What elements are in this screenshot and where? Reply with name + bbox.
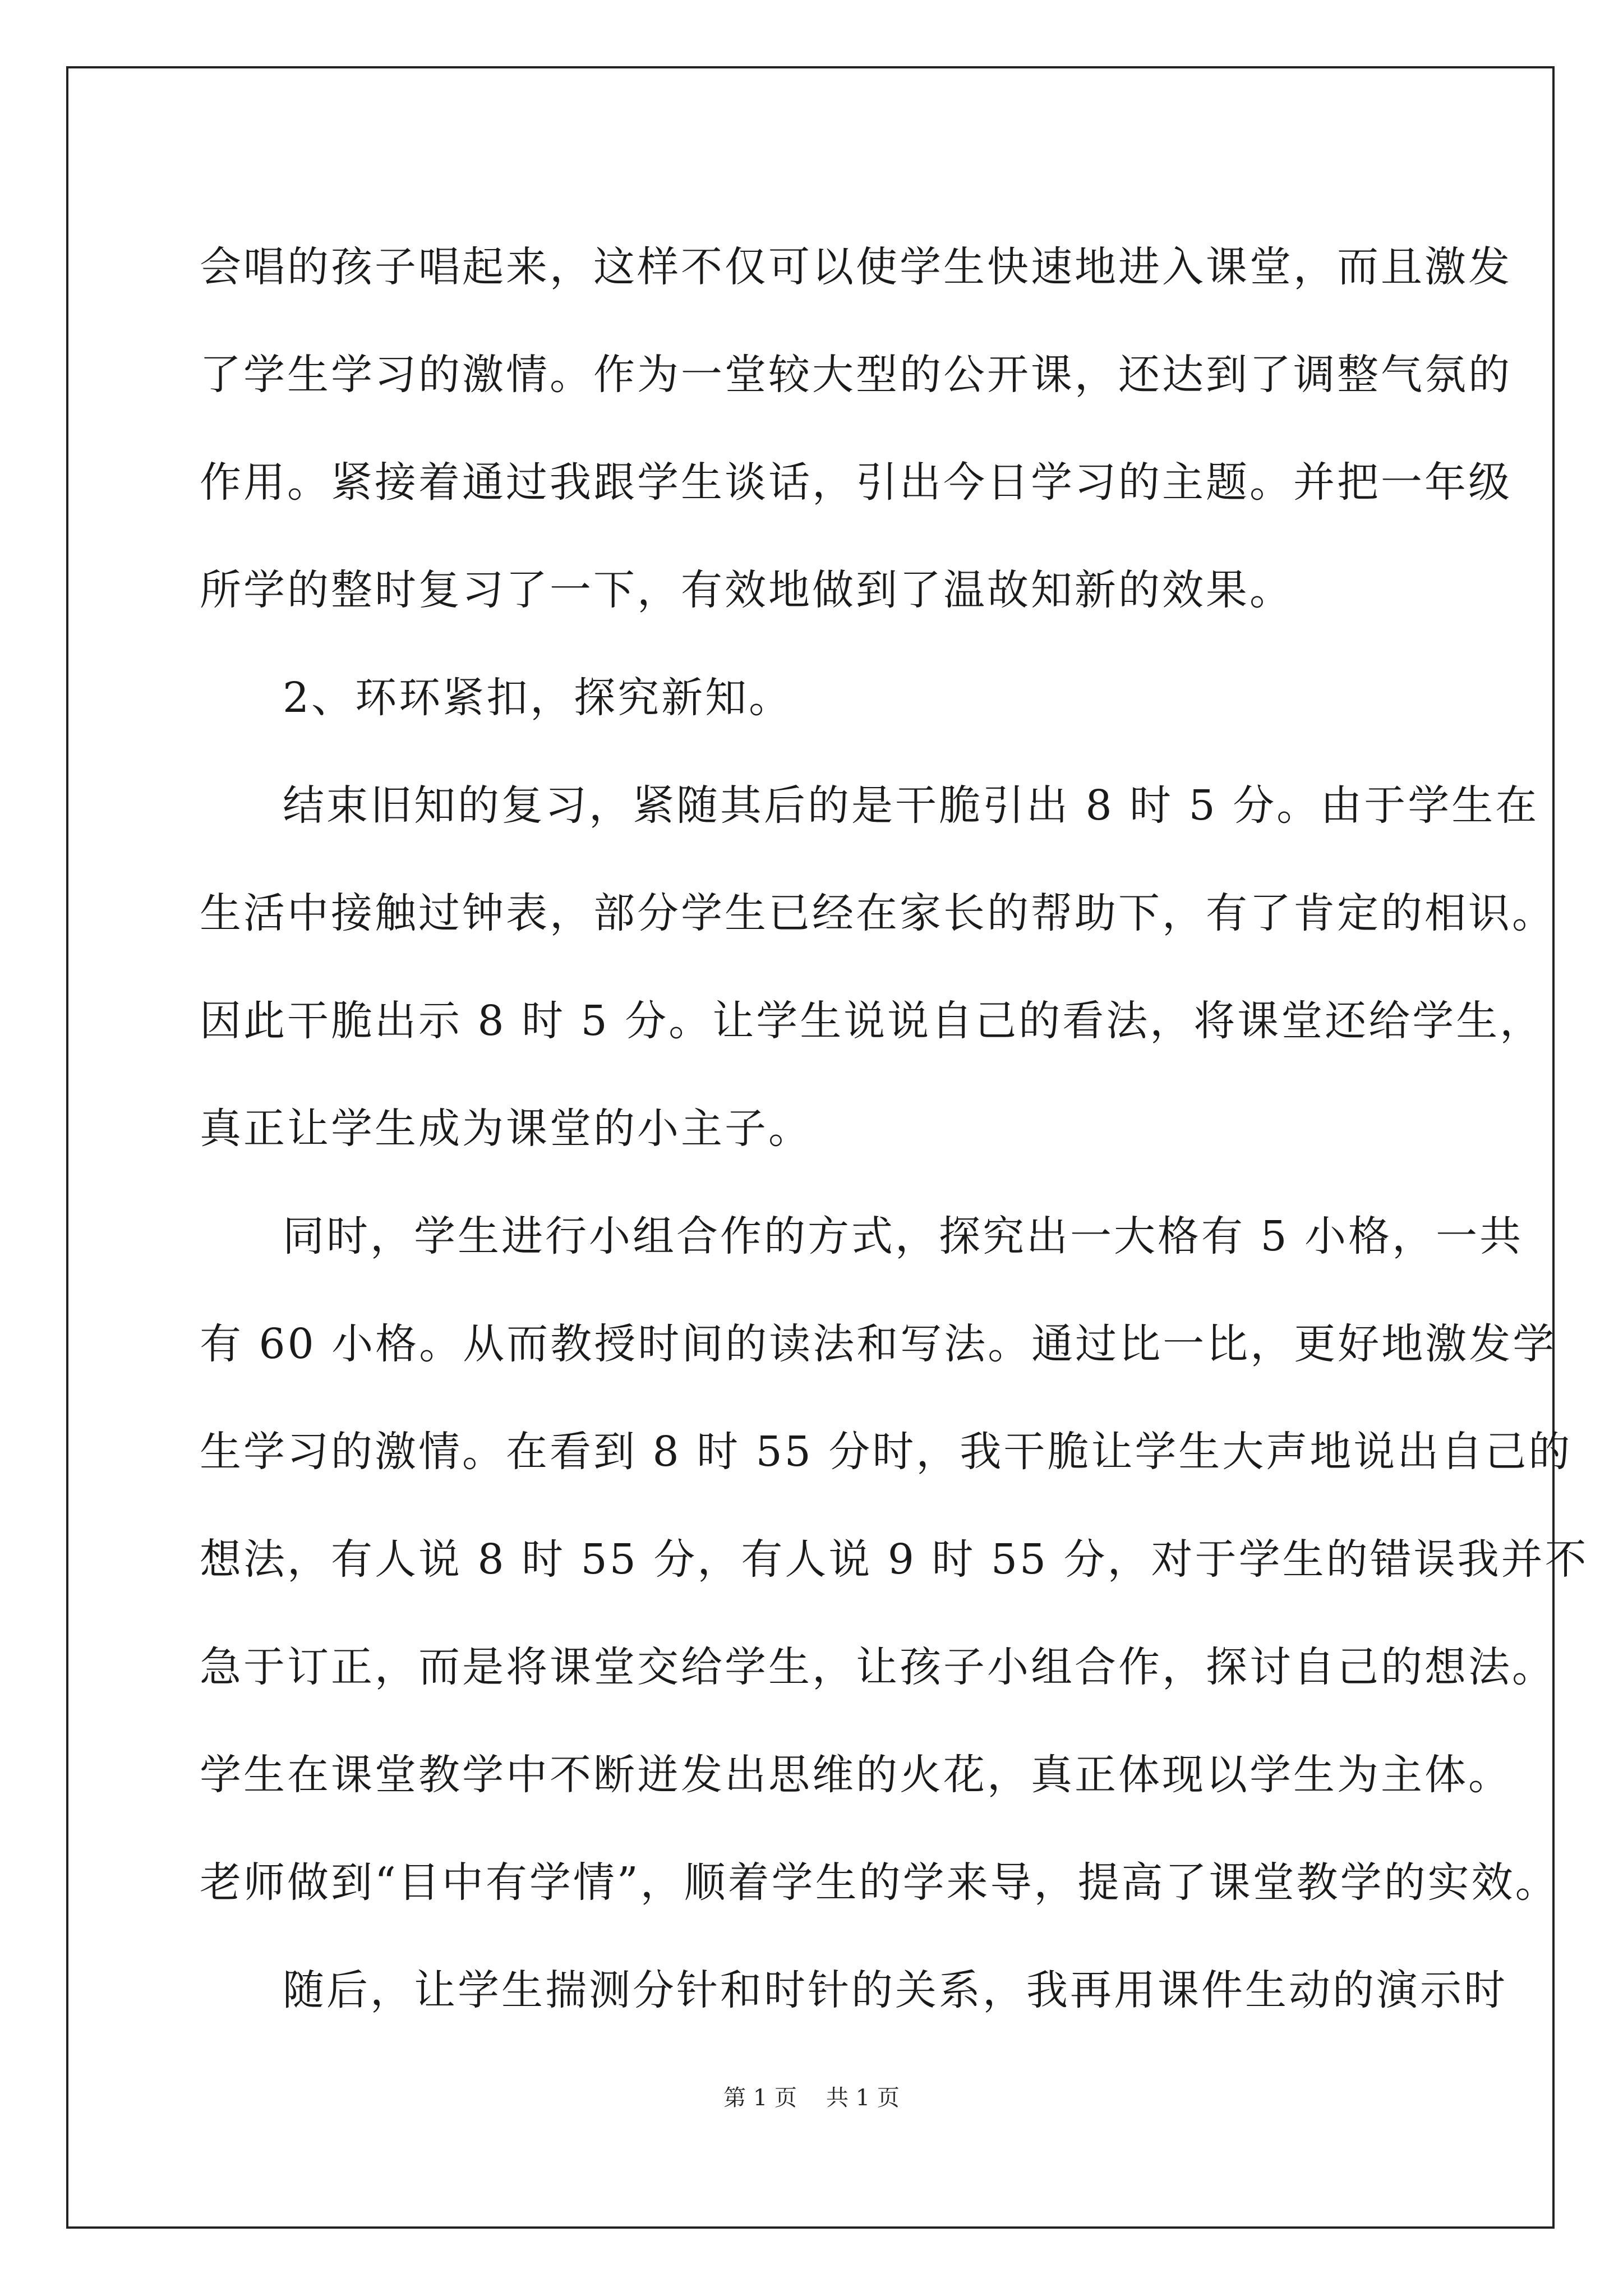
text-line: 有 60 小格。从而教授时间的读法和写法。通过比一比，更好地激发学 xyxy=(200,1320,1557,1368)
text-line: 老师做到“目中有学情”，顺着学生的学来导，提高了课堂教学的实效。 xyxy=(200,1858,1559,1907)
text-line: 结束旧知的复习，紧随其后的是干脆引出 8 时 5 分。由于学生在 xyxy=(283,781,1539,830)
text-line: 同时，学生进行小组合作的方式，探究出一大格有 5 小格，一共 xyxy=(283,1212,1524,1260)
document-body xyxy=(200,213,1589,2044)
text-line: 随后，让学生揣测分针和时针的关系，我再用课件生动的演示时 xyxy=(283,1966,1507,2014)
text-line: 学生在课堂教学中不断迸发出思维的火花，真正体现以学生为主体。 xyxy=(200,1751,1512,1799)
text-line: 了学生学习的激情。作为一堂较大型的公开课，还达到了调整气氛的 xyxy=(200,351,1512,399)
text-line: 生活中接触过钟表，部分学生已经在家长的帮助下，有了肯定的相识。 xyxy=(200,889,1556,937)
page-footer xyxy=(0,2082,1623,2114)
text-line: 会唱的孩子唱起来，这样不仅可以使学生快速地进入课堂，而且激发 xyxy=(200,243,1512,291)
text-line: 急于订正，而是将课堂交给学生，让孩子小组合作，探讨自己的想法。 xyxy=(200,1643,1556,1691)
text-line: 作用。紧接着通过我跟学生谈话，引出今日学习的主题。并把一年级 xyxy=(200,458,1512,507)
page-number: 第 1 页 xyxy=(723,2085,797,2111)
text-line: 因此干脆出示 8 时 5 分。让学生说说自己的看法，将课堂还给学生， xyxy=(200,997,1544,1045)
text-line: 所学的整时复习了一下，有效地做到了温故知新的效果。 xyxy=(200,566,1293,614)
text-line: 生学习的激情。在看到 8 时 55 分时，我干脆让学生大声地说出自己的 xyxy=(200,1428,1573,1476)
text-line: 想法，有人说 8 时 55 分，有人说 9 时 55 分，对于学生的错误我并不 xyxy=(200,1535,1589,1584)
text-line: 真正让学生成为课堂的小主子。 xyxy=(200,1105,812,1153)
page-total: 共 1 页 xyxy=(826,2085,900,2111)
section-heading: 2、环环紧扣，探究新知。 xyxy=(283,674,793,722)
